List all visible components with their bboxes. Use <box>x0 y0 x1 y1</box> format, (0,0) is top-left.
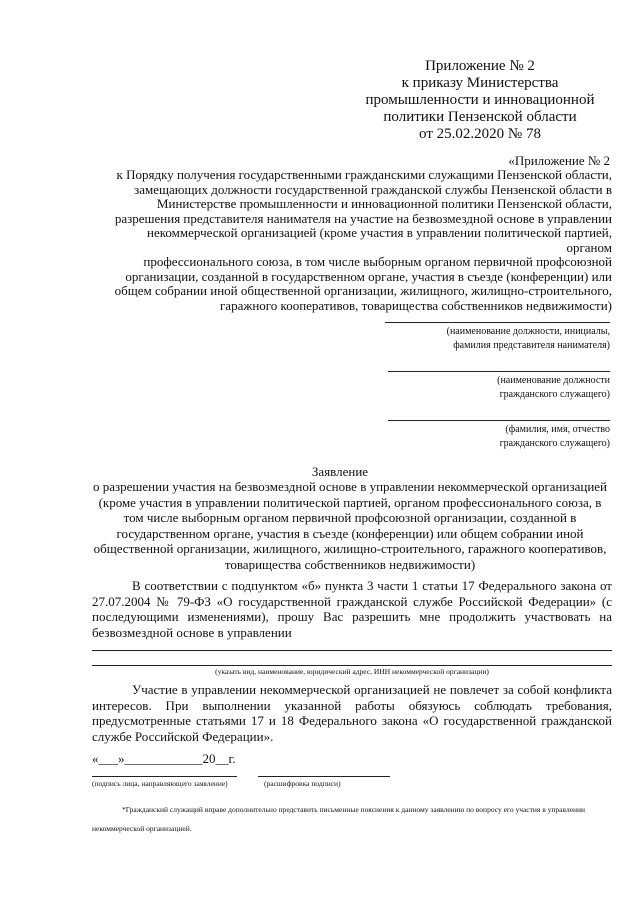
employer-field-caption: (наименование должности, инициалы, фамилия представителя нанимателя) <box>446 326 610 351</box>
name-field-caption: (фамилия, имя, отчество гражданского служащего) <box>499 424 610 449</box>
statement-title: Заявление <box>311 464 369 479</box>
appendix-line: общем собрании иной общественной организации, жилищного, жилищно-строительного, <box>114 283 612 298</box>
employer-field-line[interactable] <box>385 322 610 323</box>
subject-line: товарищества собственников недвижимости) <box>224 556 476 572</box>
signature-caption: (подпись лица, направляющего заявление) <box>92 779 228 788</box>
signature-decode-line[interactable] <box>258 776 390 777</box>
name-field-line[interactable] <box>388 420 610 421</box>
footnote: *Гражданский служащий вправе дополнительно представить письменные пояснения к данному заявлению по вопросу его участия в управлении некоммерческой организацией. <box>92 805 586 833</box>
position-field-line[interactable] <box>388 371 610 372</box>
appendix-line: гаражного кооперативов, товарищества собственников недвижимости) <box>219 297 612 313</box>
signature-decode-caption: (расшифровка подписи) <box>264 779 341 788</box>
order-header-line: к приказу Министерства <box>401 75 559 91</box>
organization-field-line-2[interactable] <box>92 665 612 666</box>
statement-paragraph-2: Участие в управлении некоммерческой организацией не повлечет за собой конфликта интересов. При выполнении указанной работы обязуюсь соблюдать требования, предусмотренные статьями 17 и 18 Федерального закона «О государственной гражданской службе Российской Федерации». <box>92 682 612 744</box>
order-header-line: политики Пензенской области <box>383 109 577 125</box>
appendix-description <box>112 168 612 313</box>
appendix-line: профессионального союза, в том числе выборным органом первичной профсоюзной <box>143 254 612 269</box>
appendix-line: некоммерческой организацией (кроме участия в управлении политической партией, органом <box>147 225 612 255</box>
signature-line[interactable] <box>92 776 237 777</box>
appendix-line: Министерстве промышленности и инновационной политики Пензенской области, <box>156 196 612 211</box>
subject-line: государственном органе, участия в съезде (конференции) или общем собрании иной <box>116 525 584 541</box>
date-field[interactable]: «___»____________20__г. <box>92 751 236 766</box>
subject-line: том числе выборным органом первичной профсоюзной организации, созданной в <box>123 510 577 525</box>
subject-line: о разрешении участия на безвозмездной основе в управлении некоммерческой организацией <box>92 479 608 494</box>
order-header-line: Приложение № 2 <box>425 58 535 74</box>
subject-line: (кроме участия в управлении политической партией, органом профессионального союза, в <box>98 494 602 510</box>
organization-field-line-1[interactable] <box>92 650 612 651</box>
appendix-line: замещающих должности государственной гражданской службы Пензенской области в <box>134 181 612 197</box>
statement-paragraph-1: В соответствии с подпунктом «б» пункта 3 части 1 статьи 17 Федерального закона от 27.07.2004 № 79-ФЗ «О государственной гражданской службе Российской Федерации» (с последующими изменениями), прошу Вас разрешить мне продолжить участвовать на безвозмездной основе в управлении <box>92 578 612 640</box>
appendix-title: «Приложение № 2 <box>508 153 610 168</box>
appendix-line: к Порядку получения государственными гражданскими служащими Пензенской области, <box>116 167 612 182</box>
order-header-line: промышленности и инновационной <box>365 92 595 108</box>
subject-line: общественной организации, жилищного, жилищно-строительного, гаражного кооперативов, <box>93 541 607 556</box>
order-header-line: от 25.02.2020 № 78 <box>419 126 541 142</box>
appendix-line: организации, созданной в государственном органе, участия в съезде (конференции) или <box>125 268 612 284</box>
order-header <box>340 58 620 143</box>
appendix-line: разрешения представителя нанимателя на участие на безвозмездной основе в управлении <box>114 210 612 226</box>
statement-subject <box>80 479 620 572</box>
position-field-caption: (наименование должности гражданского служащего) <box>497 375 610 400</box>
organization-field-caption: (указать вид, наименование, юридический адрес, ИНН некоммерческой организации) <box>215 667 489 676</box>
